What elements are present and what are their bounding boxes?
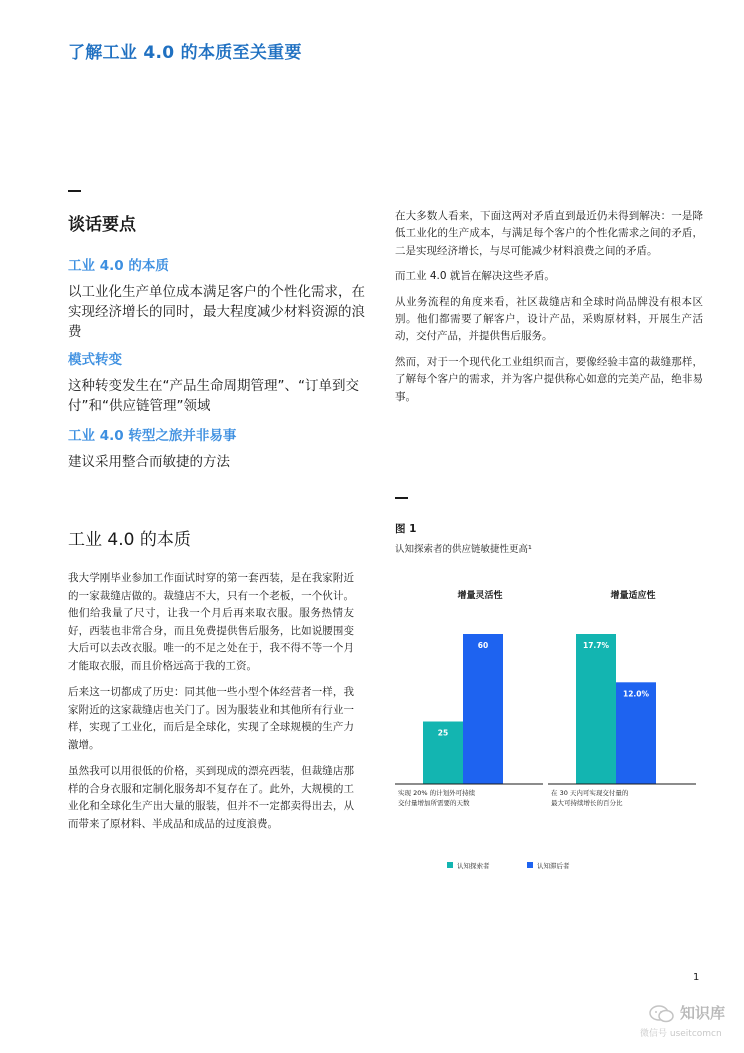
chart-data-label: 17.7% xyxy=(582,641,610,650)
chart-data-label: 25 xyxy=(437,728,449,738)
paragraph: 从业务流程的角度来看，社区裁缝店和全球时尚品牌没有根本区别。他们都需要了解客户，设计产品，采购原材料，开展生产活动，交付产品，并提供售后服务。 xyxy=(395,295,703,343)
right-column xyxy=(395,208,703,414)
key-point-title: 工业 4.0 转型之旅并非易事 xyxy=(68,428,237,444)
paragraph: 而工业 4.0 就旨在解决这些矛盾。 xyxy=(395,270,555,283)
talk-points-dash xyxy=(68,190,81,192)
key-point-2 xyxy=(68,350,368,416)
talk-points-heading: 谈话要点 xyxy=(68,215,136,235)
paragraph: 虽然我可以用很低的价格，买到现成的漂亮西装，但裁缝店那样的合身衣服和定制化服务却不复存在了。此外，大规模的工业化和全球化生产出大量的服装，但并不一定都卖得出去，从而带来了原材料、半成品和成品的过度浪费。 xyxy=(68,765,354,830)
key-point-3 xyxy=(68,426,368,472)
chart-bar xyxy=(463,634,503,784)
key-point-1 xyxy=(68,256,368,342)
legend-label: 认知探索者 xyxy=(457,862,490,870)
paragraph: 在大多数人看来，下面这两对矛盾直到最近仍未得到解决：一是降低工业化的生产成本，与满足每个客户的个性化需求之间的矛盾，二是实现经济增长，与尽可能减少材料浪费之间的矛盾。 xyxy=(395,210,703,257)
key-point-title: 工业 4.0 的本质 xyxy=(68,258,169,274)
key-point-title: 模式转变 xyxy=(68,352,122,368)
watermark-text: 知识库 xyxy=(680,1004,726,1022)
page-title: 了解工业 4.0 的本质至关重要 xyxy=(68,43,302,63)
chart-panel-title: 增量适应性 xyxy=(610,591,656,601)
watermark-sub: 微信号 useitcomcn xyxy=(640,1029,722,1039)
figure-caption: 认知探索者的供应链敏捷性更高¹ xyxy=(395,544,532,555)
figure-dash xyxy=(395,497,408,499)
supply-chain-chart xyxy=(380,570,700,880)
paragraph: 后来这一切都成了历史：同其他一些小型个体经营者一样，我家附近的这家裁缝店也关门了。因为服装业和其他所有行业一样，实现了工业化，而后是全球化，实现了全球规模的生产力激增。 xyxy=(68,686,354,751)
essence-body xyxy=(68,570,354,842)
legend-swatch xyxy=(527,862,533,868)
page-number: 1 xyxy=(693,972,700,983)
wechat-icon xyxy=(648,1004,676,1024)
key-point-body: 建议采用整合而敏捷的方法 xyxy=(68,454,230,470)
paragraph: 我大学刚毕业参加工作面试时穿的第一套西装，是在我家附近的一家裁缝店做的。裁缝店不大，只有一个老板，一个伙计。他们给我量了尺寸，让我一个月后再来取衣服。服务热情友好，西装也非常合身，而且免费提供售后服务，比如说腰围变大后可以去改衣服。唯一的不足之处在于，我不得不等一个月才能取衣服，而且价格远高于我的工资。 xyxy=(68,572,354,672)
chart-axis-label: 实现 20% 的计划外可持续交付量增加所需要的天数 xyxy=(398,789,476,807)
chart-panel-title: 增量灵活性 xyxy=(457,591,503,601)
figure-label: 图 1 xyxy=(395,523,417,535)
paragraph: 然而，对于一个现代化工业组织而言，要像经验丰富的裁缝那样，了解每个客户的需求，并为客户提供称心如意的完美产品，绝非易事。 xyxy=(395,355,703,403)
legend-swatch xyxy=(447,862,453,868)
chart-data-label: 60 xyxy=(477,641,489,650)
chart-axis-label: 在 30 天内可实现交付量的最大可持续增长的百分比 xyxy=(551,789,629,807)
watermark xyxy=(640,1002,744,1050)
chart-data-label: 12.0% xyxy=(622,689,650,699)
key-point-body: 这种转变发生在“产品生命周期管理”、“订单到交付”和“供应链管理”领域 xyxy=(68,378,359,414)
legend-label: 认知滞后者 xyxy=(537,862,570,870)
essence-heading: 工业 4.0 的本质 xyxy=(68,530,191,550)
chart-bar xyxy=(576,634,616,784)
key-point-body: 以工业化生产单位成本满足客户的个性化需求，在实现经济增长的同时，最大程度减少材料资源的浪费 xyxy=(68,284,365,340)
